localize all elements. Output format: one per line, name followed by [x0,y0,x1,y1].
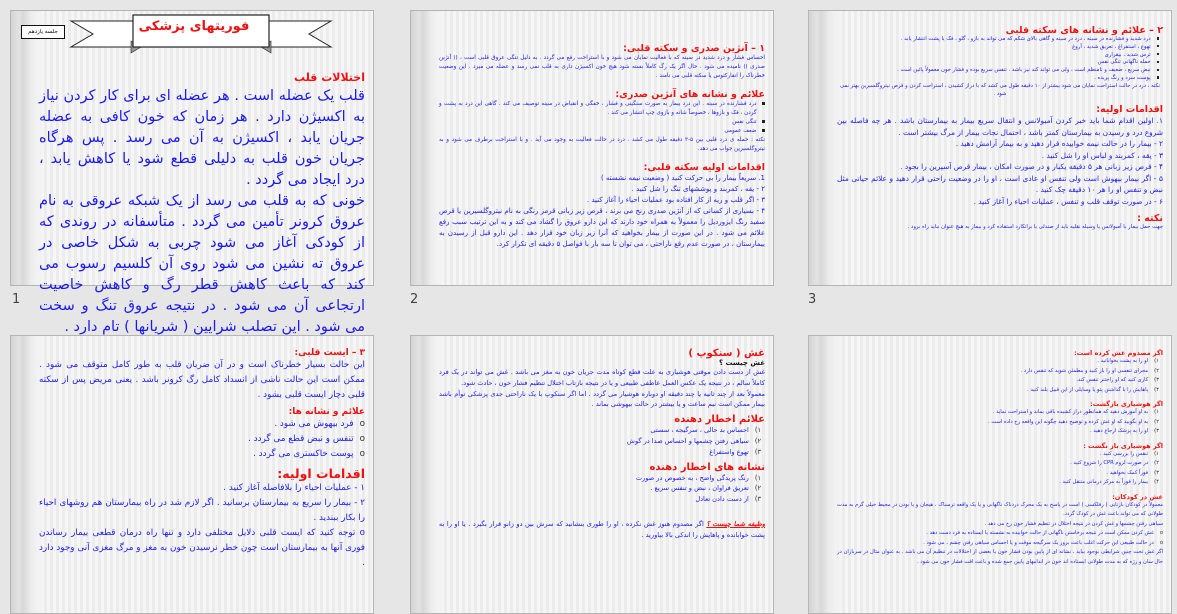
list-item-text: تعریق فراوان ، نبض و تنفس سریع . [650,484,749,493]
list-item [837,67,1163,75]
list-item [439,173,765,184]
list-item [837,539,1163,549]
square-bullet-icon [762,100,765,118]
list-number: ۱) [1154,409,1159,415]
slide-heading: علائم اخطار دهنده [674,414,765,426]
list-number: ۳) [1154,428,1159,434]
list-item-text: فوراً کمک بخواهید . [1106,469,1149,476]
list-number: ۱) [1154,358,1159,364]
list-item [439,447,765,458]
slide-heading: نشانه های اخطار دهنده [649,461,765,473]
list-number: ۱) [754,473,761,482]
list-item-text: بیمار را فوراً به مرکز درمانی منتقل کنید . [1059,479,1149,485]
list-item [439,127,765,136]
slide-content [837,19,1163,232]
list-item-text: ترس شدید ، بیقراری [1104,51,1151,58]
list-item-text: درد شدید و فشارنده در سینه ، درد در سینه و گاهی بالای شکم که می تواند به بازو ، گلو ، فک یا پشت انتشار یابد . [900,36,1151,42]
square-bullet-icon [1157,44,1159,52]
list-item [39,417,365,432]
slide-heading: علائم و نشانه ها: [288,407,365,417]
slide-heading: ۳ – ایست قلبی: [294,348,365,358]
paragraph: نکته : حمله ی درد قلبی بین ۵-۳ دقیقه طول می کشد . درد در حالت فعالیت به وجود می آید . و با استراحت برطرف می شود و به نیتروگلسیرین جواب می دهد. [439,137,765,152]
duty-note [439,519,765,541]
slide-heading: نکته : [1137,213,1163,225]
list-item-text: او را به پزشک ارجاع دهید . [1090,428,1149,434]
paragraph: جهت حمل بیمار با آمبولانس یا وسیله نقلیه باید از صندلی یا برانکارد استفاده کرد و بیمار به هیچ عنوان نباید راه برود . [907,224,1163,231]
slide-content [39,71,365,338]
square-bullet-icon [1157,36,1159,44]
list-item-text: پاهایش را با گذاشتن پتو یا وسایلی از این قبیل بلند کنید . [1027,386,1149,393]
list-number: ۳) [1154,377,1159,383]
bullet-list [39,417,365,462]
square-bullet-icon [1157,67,1159,75]
list-number: ۲) [754,436,761,445]
list-item [439,425,765,436]
list-item [39,526,365,571]
slide-thumbnail-3[interactable] [808,10,1172,286]
square-bullet-icon [762,118,765,127]
list-item [837,478,1163,488]
list-item-text: ۵ - اگر بیمار بیهوش است ولی تنفس او عادی است ، او را در وضعیت راحتی قرار دهید و علائم حیاتی مثل نبض و تنفس او را هر ۱۰ دقیقه چک کنید . [837,173,1163,195]
list-item [439,195,765,206]
slide-thumbnail-2[interactable] [410,10,774,286]
list-item-text: رنگ پریدگی واضح ، به خصوص در صورت [635,473,749,482]
circle-bullet-icon: o [359,434,365,444]
slide-number: 1 [12,292,21,307]
list-item [439,184,765,195]
session-label: جلسه یازدهم [21,25,65,39]
slide-heading: اقدامات اولیه: [277,466,365,481]
duty-text: اگر مصدوم هنوز غش نکرده ، او را طوری بنشانید که سرش بین دو زانو قرار بگیرد . یا او را به پشت خوابانده و پاهایش را اندکی بالا بیاورید . [439,519,765,539]
bullet-list [439,100,765,136]
list-item [837,469,1163,479]
list-item-text: فرد بیهوش می شود . [274,419,354,429]
slide-heading: علائم و نشانه های آنژین صدری: [615,89,765,100]
list-item-text: مجرای تنفسی او را باز کنید و مطمئن شوید که تنفس دارد . [1020,367,1149,374]
slide-thumbnail-6[interactable] [808,335,1172,614]
list-number: ۴) [1154,479,1159,485]
list-number: ۴) [1154,386,1159,393]
list-item [837,357,1163,367]
list-item-text: درد فشارنده در سینه . این درد بیمار به صورت سنگینی و فشار ، خفگی و انقباض در سینه توصیف می کند . گاهی این درد به پشت و گردن ، فک و بازوها ، خصوصاً شانه و بازوی چپ انتشار می کند . [439,101,757,116]
slide-heading: ۲ – علائم و نشانه های سکته قلبی [1005,25,1163,36]
list-item [837,44,1163,52]
list-item-text: در صورت لزوم CPR را شروع کنید . [1070,460,1149,466]
list-item-text: تنفس و نبض قطع می گردد . [248,434,354,444]
list-number: ۲) [1154,418,1159,425]
list-item [837,450,1163,460]
slide-content [439,35,765,250]
numbered-steps [39,481,365,571]
list-item [39,432,365,447]
slide-thumbnail-5[interactable] [410,335,774,614]
slide-thumbnail-1[interactable] [10,10,374,335]
circle-bullet-icon: o [1159,539,1163,546]
banner-title: فوریتهای پزشکی [138,19,250,34]
bullet-list [837,357,1163,395]
bullet-list [439,473,765,505]
list-item [439,206,765,250]
list-item-text: تهوع واستفراغ [709,447,749,456]
list-item-text: ۲ - یقه ، کمربند و پوششهای تنگ را شل کنید . [631,185,765,193]
list-number: ۲) [1154,460,1159,466]
square-bullet-icon [1157,59,1159,67]
list-item-text: از دست دادن تعادل [695,495,749,504]
list-number: ۲) [1154,367,1159,374]
slide-heading: اختلالات قلب [294,71,365,84]
list-item [837,138,1163,150]
list-item [837,161,1163,173]
numbered-steps [837,115,1163,207]
list-item [837,115,1163,138]
list-item [837,386,1163,396]
list-item-text: غش کردن ممکن است در نتیجه برخاستن ناگهانی از حالت خوابیده به نشسته یا ایستاده به فرد دست دهد . [926,530,1154,536]
list-number: ۲) [754,484,761,493]
circle-bullet-icon: o [1159,530,1163,536]
list-item-text: تهوع ، استفراغ ، تعریق شدید ، آروغ [1072,43,1151,50]
slide-heading: غش در کودکان: [1112,492,1163,501]
slide-content [39,344,365,571]
slide-heading: اگر مصدوم غش کرده است: [1074,349,1163,357]
slide-number: 3 [808,292,817,307]
list-item-text: ۲ - بیمار را سریع به بیمارستان برسانید . اگر لازم شد در راه بیمارستان هم روشهای احیاء را بکار ببندید . [39,498,365,523]
paragraph: احساس فشار و درد شدید در سینه که با فعالیت نمایان می شود و با استراحت رفع می گردد . به دلیل تنگی عروق قلبی است ، (( آنژین صدری )) نامیده می شود . حال اگر یک رگ کاملاً بسته شود هیچ خون اکسیژن داری به قلب نمی رسد و عضله می میرد . این وضعیت خطرناک را انفارکتوس یا سکته قلبی می نامند . [439,55,765,79]
slide-thumbnail-4[interactable] [10,335,374,614]
paragraph: معمولاً در کودکان بازتابی ( رفلکسی ) است در پاسخ به یک محرک دردناک ناگهانی و یا یک واقعه ترسناک ، هیجان و یا بودن در محیط خیلی گرم به مدت طولانی که می تواند باعث غش در کودک گردد. [837,501,1163,517]
list-item-text: احساس بد حالی ، سرگیجه ، سستی [650,426,749,435]
paragraph: قلب یک عضله است . هر عضله ای برای کار کردن نیاز به اکسیژن دارد . هر زمان که خون کافی به عضله جریان یابد ، اکسیژن به آن می رسد . پس هرگاه جریان خون قلب به دلیلی قطع شود یا کاهش یابد ، درد ایجاد می گردد . [39,88,365,188]
square-bullet-icon [1157,75,1159,83]
list-item [439,483,765,494]
list-item [837,418,1163,428]
numbered-steps [439,173,765,250]
square-bullet-icon [762,127,765,136]
paragraph: اگر غش تحت چنین شرایطی بوجود بیاید ، نشانه ای از پایین بودن فشار خون یا بعضی از اختلالات در تنظیم آن می باشد . به عنوان مثال در سربازان در حال سان و رژه که به مدت طولانی ایستاده اند خون در اندامهای پایین جمع شده و باعث افت فشار خون می شود . [837,549,1163,565]
list-item [439,118,765,127]
list-item-text: تنفس را بررسی کنید . [1099,450,1149,457]
list-item [837,408,1163,418]
list-item-text: به او بگویید که او غش کرده و توضیح دهید چگونه این واقعه رخ داده است . [988,418,1149,425]
list-item [837,150,1163,162]
list-item [837,173,1163,196]
list-item [837,36,1163,44]
bullet-list [837,36,1163,83]
list-item-text: او را به پشت بخوابانید . [1097,358,1149,364]
list-item [439,436,765,447]
list-item-text: ۱ - عملیات احیاء را بلافاصله آغاز کنید . [223,483,365,493]
circle-bullet-icon: o [359,449,365,459]
paragraph: معمولاً بعد از چند ثانیه یا چند دقیقه او دوباره هوشیار می گردد . اما اگر سنکوپ با یک ناراحتی جدی پزشکی توأم باشد بیمار ممکن است نیم ساعت و یا بیشتر در حالت بیهوشی بماند . [439,389,765,409]
list-item-text: ۳ - اگر قلب و ریه از کار افتاده بود عملیات احیاء را آغاز کنید . [586,196,765,204]
bullet-list [837,450,1163,488]
list-item-text: 1. سریعاً بیمار را بی حرکت کنید ( وضعیت نیمه نشسته ) [600,174,765,182]
list-item-text: کاری کنید که او راحتتر تنفس کند. [1076,377,1149,383]
slide-heading: اگر هوشیاری باز نگشت : [1083,441,1163,450]
list-item-text: در حالت طبیعی این حرکت اغلب باعث بروز یک سرگیجه موقت و یا احساس سیاهی رفتن چشم ، می شود . [923,539,1154,546]
list-item-text: ۱. اولین اقدام شما باید خبر کردن آمبولانس و انتقال سریع بیمار به بیمارستان باشد . هر چه فاصله بین شروع درد و رسیدن به بیمارستان کمتر باشد ، احتمال نجات بیمار از مرگ بیشتر است . [837,116,1163,137]
list-item [439,494,765,505]
paragraph: خونی که به قلب می رسد از یک شبکه عروقی به نام عروق کرونر تأمین می گردد . متأسفانه در روندی که از کودکی آغاز می شود چربی به شکل خاصی در عروق ته نشین می شود روی آن کلسیم رسوب می کند که باعث کاهش قطر رگ و کاهش خاصیت ارتجاعی آن می شود . در نتیجه عروق تنگ و سخت می شود . این تصلب شرایین ( شریانها ) تام دارد . [39,193,365,335]
slide-heading: اقدامات اولیه سکته قلبی: [643,162,765,173]
duty-label: وظیفه شما چیست ؟ [706,519,766,528]
bullet-list [837,529,1163,548]
list-item [39,481,365,496]
list-number: ۱) [1154,450,1159,457]
list-number: ۳) [754,495,761,504]
list-item-text: به او آموزش دهید که همانطور دراز کشیده باقی بماند و استراحت نماید . [992,409,1149,415]
list-item [837,376,1163,386]
list-item [837,196,1163,208]
list-item [837,529,1163,539]
bullet-list [837,408,1163,437]
slide-heading: غش ( سنکوپ ) [688,348,765,359]
list-number: ۳) [754,447,761,456]
list-item-text: حمله ناگهانی تنگی نفس [1097,59,1151,66]
list-item-text: پوست خاکستری می گردد . [253,449,354,459]
paragraph: غش از دست دادن موقتی هوشیاری به علت قطع کوتاه مدت جریان خون به مغز می باشد . غش می تواند در یک فرد کاملاً سالم ، در نتیجه یک عکس العمل عاطفی طبیعی و یا در نتیجه بازتاب اختلال تنظیم فشار خون ، حادث شود. [439,368,765,387]
paragraph: این حالت بسیار خطرناک است و در آن ضربان قلب به طور کامل متوقف می شود . ممکن است این حالت ناشی از انسداد کامل رگ کرونر باشد . یعنی مریض پس از سکته قلبی دچار ایست قلبی بشود . [39,360,365,400]
list-item [39,447,365,462]
list-number: ۳) [1154,469,1159,476]
bullet-list [439,425,765,457]
list-item-text: ۴ - بسیاری از کسانی که از آنژین صدری رنج می برند ، قرص زیر زبانی قرمز رنگی به نام نیتروگلسیرین یا قرص سفید رنگ ایزوردیل را معمولاً به همراه خود دارند که این دارو عروق را گشاد می کند و به این ترتیب سبب رفع علائم می شود . در این صورت از بیمار بخواهید که آنرا زیر زبان خود قرار دهد . این دارو قبل از رسیدن به بیمارستان ، در صورت عدم رفع ناراحتی ، می توان تا سه بار با فواصل ۵ دقیقه ای تکرار کرد. [439,207,765,248]
list-item [439,100,765,118]
slide-heading: ۱ – آنژین صدری و سکته قلبی: [623,43,765,54]
list-item-text: ۴ - قرص زیر زبانی هر ۵ دقیقه یکبار و در صورت امکان ، بیمار قرص آسپرین را بجود . [900,162,1163,172]
list-number: ۱) [754,426,761,435]
slide-content [439,344,765,541]
list-item [39,496,365,526]
list-item-text: ۳ - یقه ، کمربند و لباس او را شل کنید . [1041,150,1163,160]
list-item [837,367,1163,377]
subheading: غش چیست ؟ [718,359,765,367]
list-item-text: ۲ - بیمار را در حالت نیمه خوابیده قرار دهید و به بیمار آرامش دهید . [955,139,1163,149]
slide-heading: اقدامات اولیه: [1096,104,1163,116]
list-item-text: تنگی نفس [732,119,757,125]
list-item-text: ۶ - در صورت توقف قلب و تنفس ، عملیات احیاء را آغاز کنید . [973,196,1163,206]
list-item [439,473,765,484]
slide-heading: اگر هوشیاری بازگشت: [1090,400,1163,408]
list-item [837,75,1163,83]
square-bullet-icon [1157,52,1159,60]
list-item [837,459,1163,469]
paragraph: سیاهی رفتن چشمها و غش کردن در نتیجه اختلال در تنظیم فشار خون رخ می دهد . [984,520,1163,527]
slide-content [837,344,1163,567]
paragraph: نکته ، درد در حالت استراحت نمایان می شود بیشتر از ۱۰ دقیقه طول می کشد که با دراز کشیدن ، استراحت کردن و قرص نیتروگلسیرین بهتر نمی شود . [839,82,1161,97]
list-item [837,427,1163,437]
list-item-text: سیاهی رفتن چشمها و احساس صدا در گوش [626,436,749,445]
list-item-text: نبض سریع ، ضعیف و نامنظم است ، ولی می تواند کند نیز باشد . تنفس سریع بوده و فشار خون معمولاً پائین است . [897,67,1151,74]
circle-bullet-icon: o [359,419,365,429]
list-item-text: پوست سرد و رنگ پریده . [1094,74,1151,81]
slide-number: 2 [410,292,419,307]
list-item-text: ضعف عمومی [724,128,757,134]
list-item-text: o توجه کنید که ایست قلبی دلایل مختلفی دارد و تنها راه درمان قطعی بیمار رساندن فوری آنها به بیمارستان است چون خطر نرسیدن خون به مغز و مرگ مغزی آنی وجود دارد . [39,528,365,568]
